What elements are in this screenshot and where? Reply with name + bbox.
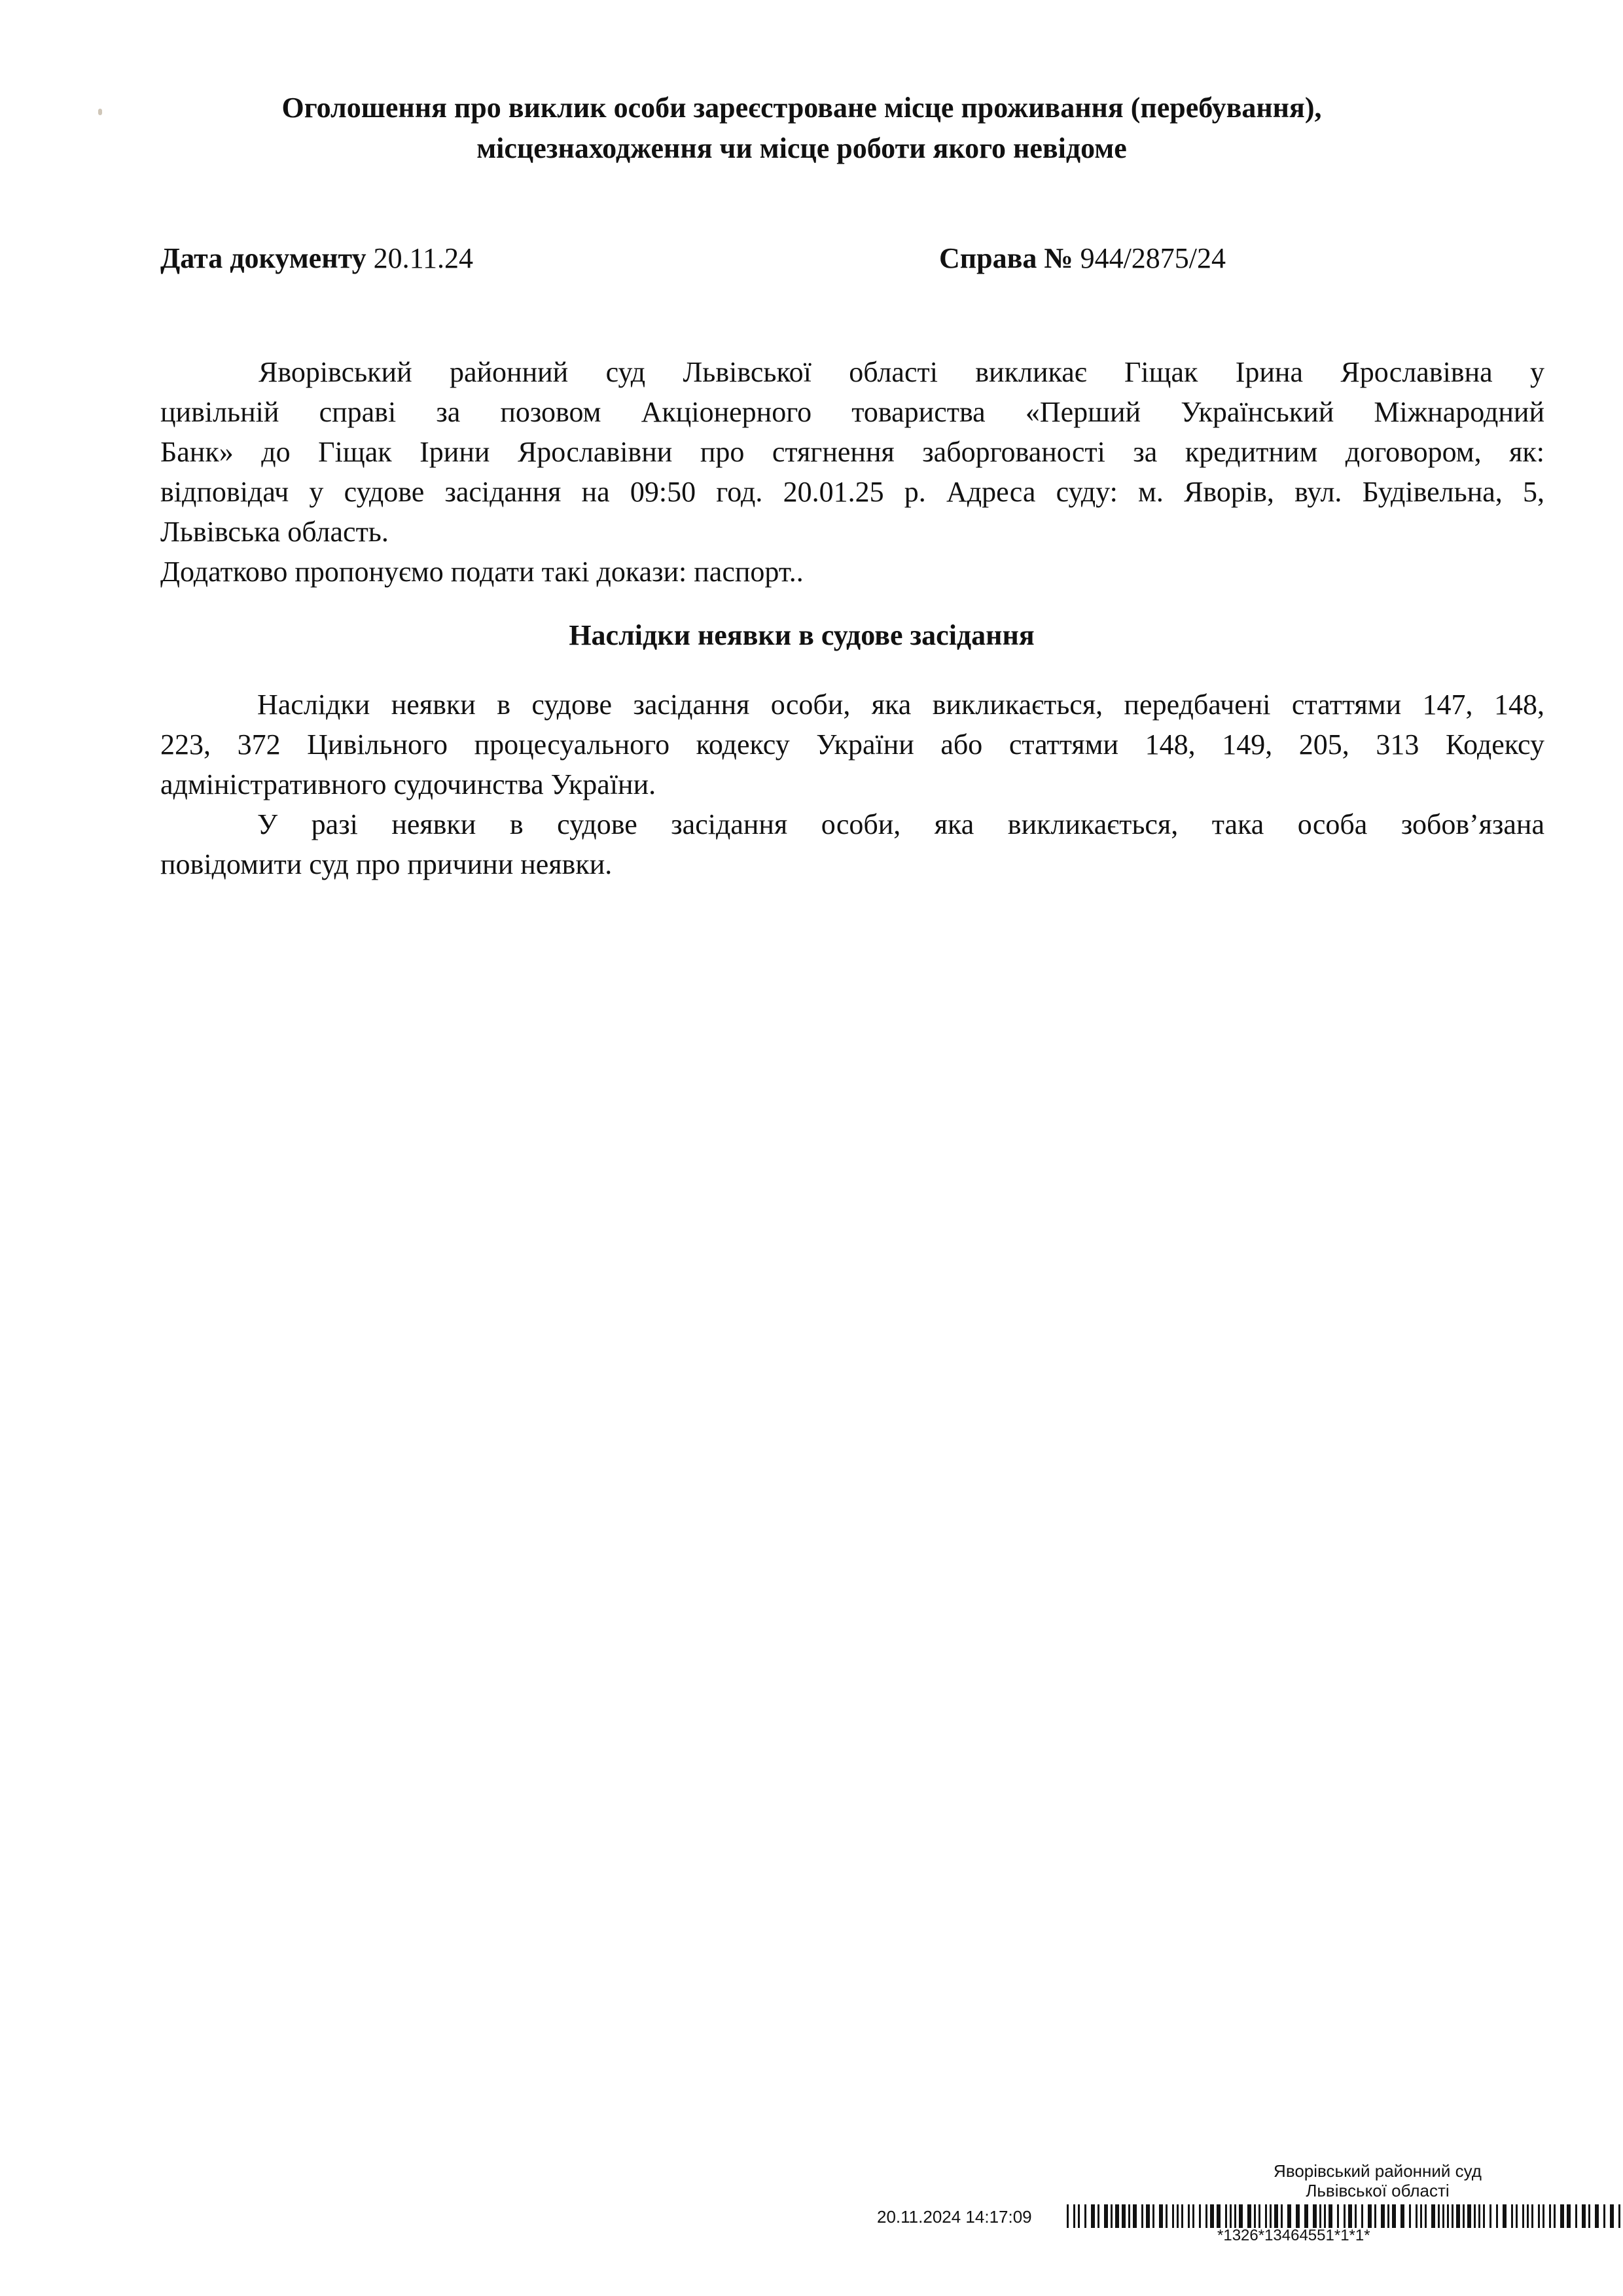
barcode-bar xyxy=(1274,2204,1278,2228)
barcode-bar xyxy=(1239,2204,1243,2228)
barcode-bar xyxy=(1567,2204,1571,2228)
barcode-bar xyxy=(1254,2204,1256,2228)
case-number xyxy=(939,239,1226,278)
date-value: 20.11.24 xyxy=(373,242,473,274)
summons-paragraph xyxy=(160,352,1544,592)
barcode-bar xyxy=(1097,2204,1099,2228)
barcode-bar xyxy=(1084,2204,1086,2228)
barcode-bar xyxy=(1516,2204,1518,2228)
barcode-bar xyxy=(1348,2204,1352,2228)
barcode-bar xyxy=(1400,2204,1404,2228)
barcode-bar xyxy=(1111,2204,1113,2228)
consequences-paragraph xyxy=(160,685,1544,884)
barcode-bar xyxy=(1478,2204,1480,2228)
barcode-bar xyxy=(1337,2204,1339,2228)
barcode-bar xyxy=(1230,2204,1232,2228)
title-line-1: Оголошення про виклик особи зареєстроване місце проживання (перебування), xyxy=(281,92,1322,124)
barcode-bar xyxy=(1381,2204,1385,2228)
barcode-bar xyxy=(1483,2204,1485,2228)
date-label: Дата документу xyxy=(160,242,366,274)
document-date xyxy=(160,239,473,278)
barcode-bar xyxy=(1588,2204,1590,2228)
barcode-bar xyxy=(1503,2204,1507,2228)
obligation-line-2: повідомити суд про причини неявки. xyxy=(160,848,613,880)
barcode-bar xyxy=(1133,2204,1137,2228)
barcode-bar xyxy=(1281,2204,1283,2228)
barcode-bar xyxy=(1287,2204,1291,2228)
barcode-bar xyxy=(1522,2204,1524,2228)
summons-line-2: цивільній справі за позовом Акціонерного товариства «Перший Український Міжнародний xyxy=(160,396,1544,428)
barcode-bar xyxy=(1527,2204,1529,2228)
summons-line-5: Львівська область. xyxy=(160,516,389,548)
obligation-line-1: У разі неявки в судове засідання особи, яка викликається, така особа зобов’язана xyxy=(257,808,1544,840)
barcode-bar xyxy=(1392,2204,1396,2228)
barcode-bar xyxy=(1146,2204,1150,2228)
barcode-number: *1326*13464551*1*1* xyxy=(1217,2227,1370,2244)
barcode-bar xyxy=(1181,2204,1183,2228)
barcode-bar xyxy=(1270,2204,1272,2228)
barcode-bar xyxy=(1474,2204,1476,2228)
barcode-bar xyxy=(1192,2204,1194,2228)
case-label: Справа № xyxy=(939,242,1073,274)
barcode-bar xyxy=(1199,2204,1201,2228)
barcode-bar xyxy=(1575,2204,1577,2228)
case-value: 944/2875/24 xyxy=(1080,242,1226,274)
barcode-bar xyxy=(1188,2204,1190,2228)
barcode-bar xyxy=(1234,2204,1236,2228)
barcode-bar xyxy=(1595,2204,1599,2228)
barcode-bar xyxy=(1122,2204,1126,2228)
barcode-bar xyxy=(1141,2204,1143,2228)
barcode-bar xyxy=(1104,2204,1108,2228)
evidence-line: Додатково пропонуємо подати такі докази: паспорт.. xyxy=(160,556,804,588)
barcode-bar xyxy=(1115,2204,1119,2228)
barcode-bar xyxy=(1456,2204,1460,2228)
barcode-bar xyxy=(1210,2204,1214,2228)
barcode-bar xyxy=(1531,2204,1533,2228)
barcode-bar xyxy=(1205,2204,1207,2228)
stamp-court-region: Львівської області xyxy=(1306,2181,1450,2200)
barcode-bar xyxy=(1152,2204,1154,2228)
scan-artifact xyxy=(98,109,102,115)
barcode-bar xyxy=(1258,2204,1260,2228)
barcode-bar xyxy=(1172,2204,1174,2228)
barcode-bar xyxy=(1416,2204,1418,2228)
consequences-line-1: Наслідки неявки в судове засідання особи, яка викликається, передбачені статтями 147, 148, xyxy=(257,689,1544,721)
barcode-bar xyxy=(1560,2204,1564,2228)
barcode-bar xyxy=(1159,2204,1163,2228)
stamp-timestamp: 20.11.2024 14:17:09 xyxy=(877,2207,1032,2227)
barcode-bar xyxy=(1582,2204,1586,2228)
barcode-bar xyxy=(1304,2204,1308,2228)
summons-line-1: Яворівський районний суд Львівської області викликає Гіщак Ірина Ярославівна у xyxy=(259,356,1544,388)
barcode-bar xyxy=(1073,2204,1075,2228)
barcode-bar xyxy=(1463,2204,1465,2228)
barcode-bar xyxy=(1091,2204,1095,2228)
barcode-bar xyxy=(1431,2204,1435,2228)
barcode xyxy=(1067,2204,1623,2228)
barcode-bar xyxy=(1438,2204,1440,2228)
registration-stamp xyxy=(877,2161,1564,2292)
barcode-bar xyxy=(1603,2204,1605,2228)
barcode-bar xyxy=(1442,2204,1444,2228)
barcode-bar xyxy=(1368,2204,1372,2228)
consequences-line-3: адміністративного судочинства України. xyxy=(160,768,656,800)
barcode-bar xyxy=(1296,2204,1300,2228)
barcode-bar xyxy=(1324,2204,1326,2228)
barcode-bar xyxy=(1078,2204,1080,2228)
barcode-bar xyxy=(1067,2204,1069,2228)
stamp-court-name: Яворівський районний суд xyxy=(1274,2161,1482,2181)
barcode-bar xyxy=(1177,2204,1179,2228)
barcode-bar xyxy=(1618,2204,1620,2228)
consequences-heading: Наслідки неявки в судове засідання xyxy=(569,619,1035,651)
barcode-bar xyxy=(1610,2204,1614,2228)
barcode-bar xyxy=(1538,2204,1540,2228)
title-line-2: місцезнаходження чи місце роботи якого невідоме xyxy=(476,132,1127,164)
barcode-bar xyxy=(1511,2204,1513,2228)
barcode-bar xyxy=(1554,2204,1556,2228)
barcode-bar xyxy=(1496,2204,1498,2228)
barcode-bar xyxy=(1344,2204,1346,2228)
barcode-bar xyxy=(1374,2204,1376,2228)
barcode-bar xyxy=(1549,2204,1551,2228)
barcode-bar xyxy=(1329,2204,1332,2228)
barcode-bar xyxy=(1166,2204,1168,2228)
barcode-bar xyxy=(1355,2204,1357,2228)
barcode-bar xyxy=(1425,2204,1427,2228)
barcode-bar xyxy=(1313,2204,1317,2228)
barcode-bar xyxy=(1265,2204,1267,2228)
barcode-bar xyxy=(1128,2204,1130,2228)
barcode-bar xyxy=(1409,2204,1411,2228)
barcode-bar xyxy=(1225,2204,1227,2228)
summons-line-3: Банк» до Гіщак Ірини Ярославівни про стягнення заборгованості за кредитним договором, як: xyxy=(160,436,1544,468)
consequences-line-2: 223, 372 Цивільного процесуального кодексу України або статтями 148, 149, 205, 313 Кодексу xyxy=(160,728,1544,761)
barcode-bar xyxy=(1387,2204,1389,2228)
barcode-bar xyxy=(1543,2204,1544,2228)
barcode-bar xyxy=(1489,2204,1491,2228)
barcode-bar xyxy=(1319,2204,1321,2228)
barcode-bar xyxy=(1361,2204,1363,2228)
barcode-bar xyxy=(1420,2204,1422,2228)
barcode-bar xyxy=(1447,2204,1449,2228)
document-title xyxy=(164,88,1440,169)
barcode-bar xyxy=(1452,2204,1454,2228)
barcode-bar xyxy=(1247,2204,1251,2228)
summons-line-4: відповідач у судове засідання на 09:50 год. 20.01.25 р. Адреса суду: м. Яворів, вул. Будівельна, 5, xyxy=(160,476,1544,508)
barcode-bar xyxy=(1217,2204,1221,2228)
barcode-bar xyxy=(1467,2204,1471,2228)
